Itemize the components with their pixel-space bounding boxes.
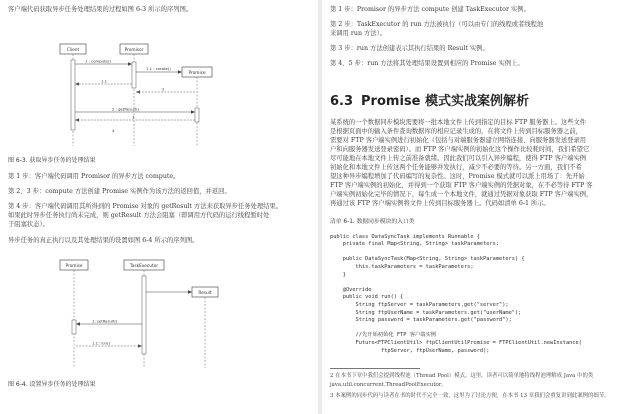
body-line-2: 是根据页面中的输入条件查询数据库的相应记录生成的，在将文件上传到目标服务器之前， — [330, 128, 582, 135]
left-step-1: 第 1 步：客户端代码调用 Promisor 的异步方法 compute。 — [8, 173, 180, 180]
code-line-1: public class DataSyncTask implements Runnable { — [330, 233, 480, 240]
body-line-9: 户端实例初始化完毕的情况下，每生成一个本地文件，就通过凭据对象获取 FTP 客户端实例， — [330, 191, 593, 198]
code-line-6: } — [330, 271, 346, 278]
code-line-14: //先开始初始化 FTP 客户端实例 — [330, 332, 437, 339]
body-line-8: FTP 客户端实例的初始化，并得到一个获取 FTP 客户端实例的凭据对象，在不必等待 FTP 客 — [330, 182, 593, 189]
sequence-diagram-6-3 — [52, 34, 242, 152]
left-step-4-line1: 第 4 步：客户端代码调用其所得到的 Promise 对象的 getResult 方法来获取异步任务处理结果。 — [8, 203, 283, 210]
participant-result-label: Result — [198, 291, 212, 296]
code-line-4: public DataSyncTask(Map<String, String> taskParameters) { — [330, 256, 525, 263]
right-step-1: 第 1 步：Promisor 的异步方法 compute 创建 TaskExecutor 实例。 — [330, 6, 530, 13]
code-line-5: this.taskParameters = taskParameters; — [330, 263, 474, 270]
body-line-3: 需要对 FTP 客户端实例进行初始化（包括与对端服务器建立网络连接、向服务器发送登录用 — [330, 137, 587, 144]
participant-promise-label: Promise — [188, 71, 206, 76]
code-line-15: Future<FTPClientUtil> ftpClientUtilPromise = FTPClientUtil.newInstance( — [330, 339, 582, 346]
listing-title: 清单 6-1. 数据同步模块的入口类 — [330, 219, 415, 225]
intro-paragraph: 客户端代码获取异步任务处理结果的过程如图 6-3 所示的序列图。 — [8, 6, 193, 13]
taskexecutor-activation — [142, 276, 146, 354]
body-line-1: 某系统的一个数据同步模块需要将一批本地文件上传到指定的目标 FTP 服务器上。这些文件 — [330, 119, 587, 126]
return-number-2: 2 — [162, 86, 165, 92]
msg-compute-label: 1 : compute() — [85, 58, 111, 64]
footnote-3: 3 本案例的同步代码与读者在书的时代不完全一致，这里为了讨论方便，在本书 13 章我们会重复讲到此案例的细节。 — [330, 393, 610, 399]
code-line-11: String ftpUserName = taskParameters.get("userName"); — [330, 309, 522, 316]
right-step-2-line2: 来调用 run 方法）。 — [330, 30, 387, 37]
msg-run-label: 1.1: run() — [92, 340, 110, 346]
code-line-2: private final Map<String, String> taskParameters; — [330, 241, 500, 248]
right-step-3: 第 3 步：run 方法创建表示其执行结果的 Result 实例。 — [330, 45, 489, 52]
footnote-rule — [330, 368, 420, 369]
code-line-7 — [330, 279, 582, 287]
left-step-4-line3: 于阻塞状态）。 — [8, 221, 49, 228]
return-number-4: 4 — [112, 128, 115, 133]
footnote-2-line1: 2 在本书下章中我们会提到线程池（Thread Pool）模式。这里，读者可以简单地将线程池理解成 Java 中的类 — [330, 373, 594, 379]
right-step-4-5: 第 4、5 步：run 方法将其处理结果设置到相应的 Promise 实例上。 — [330, 60, 524, 67]
figure-6-4-caption: 图 6-4. 设置异步任务的处理结果 — [8, 381, 96, 388]
left-step-4-line2: 如果此时异步任务执行尚未完成，则 getResult 方法会阻塞（即调用方代码的运行线程暂时处 — [8, 212, 270, 219]
code-line-3 — [330, 249, 582, 257]
promisor-activation — [132, 62, 136, 88]
right-page — [322, 0, 640, 414]
right-step-2-line1: 第 2 步：TaskExecutor 的 run 方法被执行（可以由专门的线程或者线程池 — [330, 21, 544, 28]
msg-getresult-label: 2 : getResult() — [112, 106, 140, 112]
msg-create-label: 1.1 : create() — [146, 66, 171, 72]
body-line-7: 望这种异步编程增加了代码编写的复杂性。这时，Promise 模式就可以派上用场了：先开始 — [330, 173, 585, 180]
participant-promisor-label: Promisor — [124, 48, 144, 53]
return-number-3: 3 — [132, 114, 135, 120]
sequence-diagram-6-4 — [52, 254, 252, 374]
participant-promise-label-2: Promise — [65, 264, 83, 269]
code-line-10: String ftpServer = taskParameters.get("server"); — [330, 301, 509, 308]
code-line-12: String password = taskParameters.get("password"); — [330, 317, 512, 324]
client-activation — [71, 60, 75, 130]
code-line-16: ftpServer, ftpUserName, password); — [330, 347, 490, 354]
left-step-2: 第 2、3 步：compute 方法创建 Promise 实例作为该方法的返回值，并返回。 — [8, 188, 231, 195]
section-heading — [330, 90, 529, 109]
msg-setresult-label: 1: setResult() — [92, 318, 118, 324]
body-line-5: 尽可能地在本地文件上传之前准备就绪。因此我们可以引入异步编程，使得 FTP 客户端实例 — [330, 155, 587, 162]
left-para-2: 异步任务的真正执行以及其处理结果的设置如图 6-4 所示的序列图。 — [8, 237, 199, 244]
code-listing — [330, 226, 582, 370]
participant-taskexecutor-label: TaskExecutor — [129, 264, 159, 269]
section-title: Promise 模式实战案例解析 — [361, 94, 529, 109]
code-line-8: @Override — [330, 286, 372, 293]
left-page — [0, 0, 318, 414]
body-line-6: 初始化和本地文件上传这两个任务能够并发执行，减少不必要的等待。另一方面，我们不希 — [330, 164, 582, 171]
promise-activation — [195, 108, 199, 122]
figure-6-3-caption: 图 6-3. 获取异步任务的处理结果 — [8, 157, 96, 164]
promise-activation-2 — [72, 320, 76, 334]
section-number: 6.3 — [330, 94, 354, 109]
body-line-10: 再通过该 FTP 客户端实例将文件上传到目标服务器上。代码如清单 6-1 所示。 — [330, 200, 550, 207]
code-line-9: public void run() { — [330, 294, 404, 301]
body-line-4: 户和向服务器发送登录密码）。而 FTP 客户端实例的初始化这个操作比较耗时间，我们希望它 — [330, 146, 590, 153]
footnote-2-line2: java.util.concurrent.ThreadPoolExecutor。 — [330, 382, 447, 388]
return-number-1: 1.1 — [101, 78, 108, 84]
participant-client-label: Client — [66, 48, 80, 53]
